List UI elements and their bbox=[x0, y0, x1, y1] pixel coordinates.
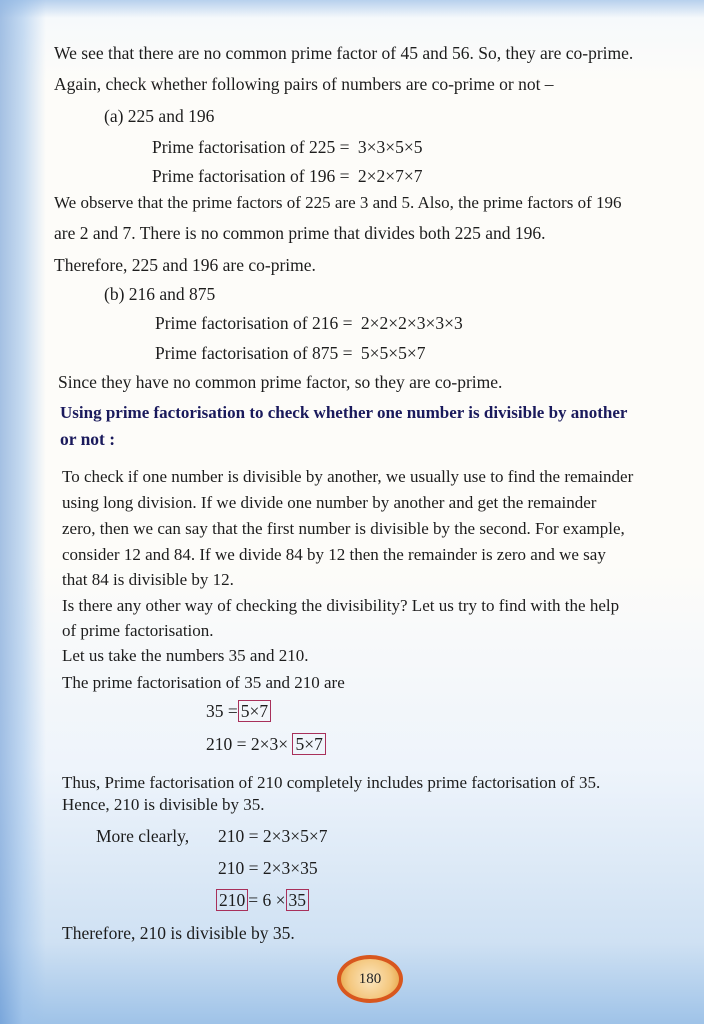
clearly-equation-2: 210 = 2×3×35 bbox=[218, 858, 318, 878]
intro-line-2: Again, check whether following pairs of numbers are co-prime or not – bbox=[54, 74, 554, 94]
equation-lhs: 35 = bbox=[206, 701, 238, 721]
factorisation-label: Prime factorisation of 216 = bbox=[155, 313, 353, 333]
boxed-factors: 5×7 bbox=[292, 733, 325, 755]
part-a-label: (a) 225 and 196 bbox=[104, 106, 215, 126]
prime-factorisation-intro: The prime factorisation of 35 and 210 are bbox=[62, 673, 345, 692]
paragraph-1-line-1: To check if one number is divisible by another, we usually use to find the remainder bbox=[62, 467, 634, 486]
more-clearly-label: More clearly, bbox=[96, 826, 190, 846]
factorisation-value: 2×2×2×3×3×3 bbox=[360, 313, 463, 333]
boxed-factors: 5×7 bbox=[238, 700, 271, 722]
take-numbers-line: Let us take the numbers 35 and 210. bbox=[62, 646, 309, 665]
paragraph-1-line-2: using long division. If we divide one number by another and get the remainder bbox=[62, 493, 597, 512]
factorisation-label: Prime factorisation of 196 = bbox=[152, 166, 350, 186]
paragraph-2-line-2: of prime factorisation. bbox=[62, 621, 214, 640]
part-a-observation-1: We observe that the prime factors of 225 are 3 and 5. Also, the prime factors of 196 bbox=[54, 193, 622, 212]
page-number: 180 bbox=[358, 970, 382, 987]
part-a-observation-2: are 2 and 7. There is no common prime that divides both 225 and 196. bbox=[54, 223, 546, 243]
boxed-number: 210 bbox=[216, 889, 248, 911]
equation-lhs: 210 = 2×3× bbox=[206, 734, 289, 754]
thus-line-1: Thus, Prime factorisation of 210 completely includes prime factorisation of 35. bbox=[62, 773, 601, 792]
section-heading-line-2: or not : bbox=[60, 429, 116, 449]
paragraph-1-line-5: that 84 is divisible by 12. bbox=[62, 570, 234, 589]
part-b-factorisation-875 bbox=[155, 342, 425, 364]
factorisation-value: 5×5×5×7 bbox=[360, 343, 426, 363]
intro-line-1: We see that there are no common prime factor of 45 and 56. So, they are co-prime. bbox=[54, 43, 634, 63]
factorisation-label: Prime factorisation of 875 = bbox=[155, 343, 353, 363]
part-a-factorisation-225 bbox=[152, 136, 422, 158]
part-b-factorisation-216 bbox=[155, 312, 463, 334]
factorisation-value: 2×2×7×7 bbox=[357, 166, 423, 186]
equation-210 bbox=[206, 733, 326, 755]
factorisation-label: Prime factorisation of 225 = bbox=[152, 137, 350, 157]
paragraph-1-line-4: consider 12 and 84. If we divide 84 by 12 then the remainder is zero and we say bbox=[62, 545, 606, 564]
thus-line-2: Hence, 210 is divisible by 35. bbox=[62, 795, 265, 814]
part-a-factorisation-196 bbox=[152, 165, 422, 187]
factorisation-value: 3×3×5×5 bbox=[357, 137, 423, 157]
boxed-number: 35 bbox=[286, 889, 310, 911]
part-b-conclusion: Since they have no common prime factor, so they are co-prime. bbox=[58, 372, 503, 392]
section-heading-line-1: Using prime factorisation to check whether one number is divisible by another bbox=[60, 403, 628, 422]
page-number-badge bbox=[337, 955, 403, 1003]
clearly-equation-1: 210 = 2×3×5×7 bbox=[218, 826, 328, 846]
part-b-label: (b) 216 and 875 bbox=[104, 284, 216, 304]
final-conclusion: Therefore, 210 is divisible by 35. bbox=[62, 923, 295, 943]
paragraph-1-line-3: zero, then we can say that the first number is divisible by the second. For example, bbox=[62, 519, 625, 538]
equation-middle: = 6 × bbox=[248, 890, 286, 910]
part-a-conclusion: Therefore, 225 and 196 are co-prime. bbox=[54, 255, 316, 275]
clearly-equation-3 bbox=[216, 889, 309, 911]
equation-35 bbox=[206, 700, 271, 722]
paragraph-2-line-1: Is there any other way of checking the divisibility? Let us try to find with the help bbox=[62, 596, 620, 615]
